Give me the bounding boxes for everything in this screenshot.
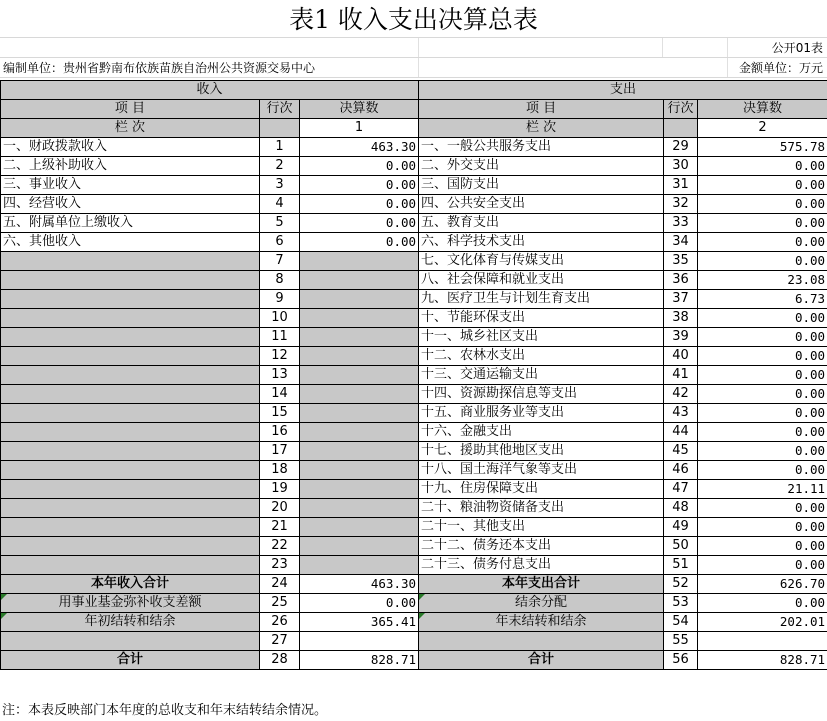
income-item: 四、经营收入 [1,195,260,214]
form-code: 公开01表 [771,41,823,55]
income-amount: 463.30 [300,138,419,157]
income-amount-header: 决算数 [300,100,419,119]
expense-item: 十、节能环保支出 [419,309,664,328]
expense-summary-amount: 626.70 [698,575,827,594]
income-line-no: 21 [260,518,300,537]
income-item [1,290,260,309]
income-item: 三、事业收入 [1,176,260,195]
income-line-no: 23 [260,556,300,575]
amount-unit: 金额单位：万元 [738,61,823,75]
expense-summary-label: 年末结转和结余 [419,613,664,632]
expense-summary-line-no: 53 [664,594,698,613]
expense-amount: 0.00 [698,556,827,575]
table-row [1,537,827,556]
expense-line-no: 51 [664,556,698,575]
table-row [1,328,827,347]
expense-summary-label: 结余分配 [419,594,664,613]
expense-line-no: 31 [664,176,698,195]
income-summary-amount: 463.30 [300,575,419,594]
income-line-no: 6 [260,233,300,252]
income-amount [300,461,419,480]
income-line-no: 16 [260,423,300,442]
income-line-no: 3 [260,176,300,195]
expense-item: 二十三、债务付息支出 [419,556,664,575]
expense-summary-amount: 0.00 [698,594,827,613]
column-header-row [1,100,827,119]
table-row [1,404,827,423]
table-row [1,556,827,575]
income-line-no: 20 [260,499,300,518]
expense-line-no: 42 [664,385,698,404]
table-row [1,309,827,328]
table-title: 表1 收入支出决算总表 [0,0,827,38]
income-column-number: 1 [300,119,419,138]
income-item [1,385,260,404]
income-item: 五、附属单位上缴收入 [1,214,260,233]
income-line-no: 2 [260,157,300,176]
income-item [1,461,260,480]
expense-amount: 0.00 [698,442,827,461]
income-line-no: 7 [260,252,300,271]
income-summary-amount: 828.71 [300,651,419,670]
table-row [1,176,827,195]
income-amount [300,252,419,271]
income-item [1,518,260,537]
income-summary-line-no: 28 [260,651,300,670]
income-amount: 0.00 [300,195,419,214]
expense-item: 十二、农林水支出 [419,347,664,366]
expense-line-no: 33 [664,214,698,233]
expense-amount: 0.00 [698,385,827,404]
table-row [1,138,827,157]
expense-summary-line-no: 54 [664,613,698,632]
income-line-no: 9 [260,290,300,309]
income-summary-label: 年初结转和结余 [1,613,260,632]
expense-item: 十五、商业服务业等支出 [419,404,664,423]
income-summary-label: 本年收入合计 [1,575,260,594]
expense-item: 十三、交通运输支出 [419,366,664,385]
income-amount [300,385,419,404]
table-row [1,423,827,442]
income-summary-amount: 365.41 [300,613,419,632]
income-item [1,252,260,271]
summary-row [1,575,827,594]
income-line-no: 4 [260,195,300,214]
expense-amount: 0.00 [698,404,827,423]
income-line-no: 12 [260,347,300,366]
expense-item: 十九、住房保障支出 [419,480,664,499]
income-line-no: 8 [260,271,300,290]
income-item [1,271,260,290]
income-item [1,309,260,328]
expense-line-no: 29 [664,138,698,157]
income-amount [300,499,419,518]
expense-column-number: 2 [698,119,827,138]
income-line-no: 19 [260,480,300,499]
summary-row [1,594,827,613]
income-summary-line-no: 25 [260,594,300,613]
expense-item-header: 项 目 [419,100,664,119]
income-amount [300,518,419,537]
expense-line-no: 44 [664,423,698,442]
expense-summary-amount [698,632,827,651]
income-line-no: 11 [260,328,300,347]
income-amount [300,309,419,328]
expense-line-no: 40 [664,347,698,366]
income-item [1,537,260,556]
expense-amount: 0.00 [698,461,827,480]
income-amount [300,328,419,347]
table-row [1,290,827,309]
expense-line-no: 41 [664,366,698,385]
expense-amount: 0.00 [698,157,827,176]
income-amount [300,556,419,575]
income-item [1,423,260,442]
income-line-no: 13 [260,366,300,385]
expense-item: 十一、城乡社区支出 [419,328,664,347]
expense-amount: 575.78 [698,138,827,157]
income-line-no: 18 [260,461,300,480]
income-item [1,328,260,347]
table-row [1,499,827,518]
table-row [1,442,827,461]
table-row [1,214,827,233]
expense-line-no: 46 [664,461,698,480]
expense-amount: 0.00 [698,195,827,214]
table-row [1,252,827,271]
expense-line-no: 34 [664,233,698,252]
income-line-no: 14 [260,385,300,404]
summary-row [1,632,827,651]
expense-line-no: 39 [664,328,698,347]
expense-item: 四、公共安全支出 [419,195,664,214]
expense-item: 二十一、其他支出 [419,518,664,537]
expense-line-no: 36 [664,271,698,290]
table-row [1,157,827,176]
compiling-unit: 编制单位：贵州省黔南布依族苗族自治州公共资源交易中心 [3,61,316,75]
expense-item: 二、外交支出 [419,157,664,176]
expense-amount: 0.00 [698,252,827,271]
expense-amount: 0.00 [698,423,827,442]
income-item [1,366,260,385]
expense-item: 三、国防支出 [419,176,664,195]
expense-amount: 21.11 [698,480,827,499]
income-column-label: 栏 次 [1,119,260,138]
expense-line-no: 43 [664,404,698,423]
income-line-header: 行次 [260,100,300,119]
income-summary-amount: 0.00 [300,594,419,613]
expense-summary-label: 合计 [419,651,664,670]
expense-line-no: 48 [664,499,698,518]
section-header-row [1,81,827,100]
income-summary-label: 用事业基金弥补收支差额 [1,594,260,613]
income-item [1,499,260,518]
expense-item: 十四、资源勘探信息等支出 [419,385,664,404]
income-amount [300,271,419,290]
expense-amount: 0.00 [698,518,827,537]
expense-line-no: 45 [664,442,698,461]
income-line-no: 1 [260,138,300,157]
income-line-no: 17 [260,442,300,461]
summary-row [1,651,827,670]
expense-amount-header: 决算数 [698,100,827,119]
income-line-no: 5 [260,214,300,233]
expense-line-no: 35 [664,252,698,271]
footnote: 注：本表反映部门本年度的总收支和年末结转结余情况。 [2,703,328,718]
expense-summary-amount: 202.01 [698,613,827,632]
income-item: 二、上级补助收入 [1,157,260,176]
table-row [1,480,827,499]
expense-column-label: 栏 次 [419,119,664,138]
expense-summary-line-no: 52 [664,575,698,594]
expense-line-no: 50 [664,537,698,556]
income-item: 一、财政拨款收入 [1,138,260,157]
income-amount [300,347,419,366]
expense-summary-line-no: 55 [664,632,698,651]
expense-item: 九、医疗卫生与计划生育支出 [419,290,664,309]
income-item [1,556,260,575]
table-row [1,347,827,366]
income-amount [300,480,419,499]
income-item [1,442,260,461]
table-row [1,271,827,290]
income-line-no: 15 [260,404,300,423]
income-amount: 0.00 [300,176,419,195]
income-item [1,404,260,423]
expense-line-header: 行次 [664,100,698,119]
expense-item: 十七、援助其他地区支出 [419,442,664,461]
income-line-no: 10 [260,309,300,328]
income-summary-label: 合计 [1,651,260,670]
column-index-row [1,119,827,138]
table-row [1,385,827,404]
income-summary-line-no: 24 [260,575,300,594]
expense-amount: 6.73 [698,290,827,309]
income-amount [300,404,419,423]
expense-summary-label: 本年支出合计 [419,575,664,594]
expense-line-no: 30 [664,157,698,176]
income-line-no: 22 [260,537,300,556]
income-summary-amount [300,632,419,651]
expense-amount: 0.00 [698,366,827,385]
expense-item: 二十二、债务还本支出 [419,537,664,556]
expense-item: 十八、国土海洋气象等支出 [419,461,664,480]
expense-line-no: 37 [664,290,698,309]
table-row [1,366,827,385]
income-amount [300,442,419,461]
expense-item: 五、教育支出 [419,214,664,233]
income-item-header: 项 目 [1,100,260,119]
income-item: 六、其他收入 [1,233,260,252]
expense-amount: 0.00 [698,176,827,195]
expense-summary-line-no: 56 [664,651,698,670]
income-amount [300,366,419,385]
expense-header: 支出 [419,81,827,100]
expense-item: 六、科学技术支出 [419,233,664,252]
budget-table [0,80,827,670]
expense-amount: 0.00 [698,309,827,328]
table-row [1,461,827,480]
table-row [1,195,827,214]
expense-item: 八、社会保障和就业支出 [419,271,664,290]
income-amount [300,290,419,309]
income-summary-line-no: 26 [260,613,300,632]
expense-line-no: 49 [664,518,698,537]
form-code-row [0,38,827,58]
summary-row [1,613,827,632]
income-amount: 0.00 [300,157,419,176]
income-amount [300,537,419,556]
expense-amount: 0.00 [698,214,827,233]
income-amount: 0.00 [300,214,419,233]
income-summary-line-no: 27 [260,632,300,651]
expense-amount: 0.00 [698,328,827,347]
income-item [1,347,260,366]
expense-line-no: 47 [664,480,698,499]
expense-amount: 23.08 [698,271,827,290]
expense-line-no: 32 [664,195,698,214]
expense-summary-label [419,632,664,651]
income-amount [300,423,419,442]
expense-item: 一、一般公共服务支出 [419,138,664,157]
income-summary-label [1,632,260,651]
expense-item: 七、文化体育与传媒支出 [419,252,664,271]
unit-row [0,58,827,78]
income-item [1,480,260,499]
expense-amount: 0.00 [698,537,827,556]
table-row [1,233,827,252]
expense-amount: 0.00 [698,347,827,366]
expense-summary-amount: 828.71 [698,651,827,670]
income-header: 收入 [1,81,419,100]
table-row [1,518,827,537]
expense-item: 十六、金融支出 [419,423,664,442]
expense-item: 二十、粮油物资储备支出 [419,499,664,518]
expense-amount: 0.00 [698,499,827,518]
expense-line-no: 38 [664,309,698,328]
income-amount: 0.00 [300,233,419,252]
expense-amount: 0.00 [698,233,827,252]
